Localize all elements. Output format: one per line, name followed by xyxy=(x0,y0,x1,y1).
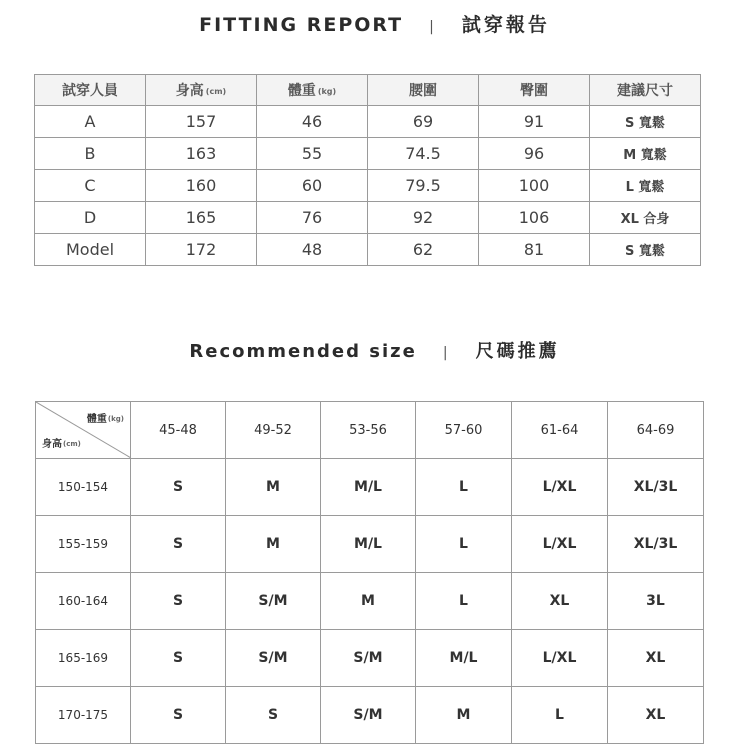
size-cell: S xyxy=(131,459,226,516)
weight-range-header: 61-64 xyxy=(512,402,608,459)
fitting-cell-waist: 79.5 xyxy=(368,170,479,202)
fitting-cell-size: L 寬鬆 xyxy=(590,170,701,202)
corner-height-label xyxy=(42,435,81,450)
size-cell: XL/3L xyxy=(608,459,704,516)
size-cell: S/M xyxy=(321,687,416,744)
recommended-title-en: Recommended size xyxy=(189,341,417,362)
height-range-cell: 160-164 xyxy=(36,573,131,630)
recommended-size-table xyxy=(35,401,704,744)
corner-weight-text: 體重 xyxy=(86,414,107,425)
fitting-row xyxy=(35,106,701,138)
recommended-header-row xyxy=(36,402,704,459)
height-range-cell: 165-169 xyxy=(36,630,131,687)
size-cell: S xyxy=(131,687,226,744)
fitting-cell-name: C xyxy=(35,170,146,202)
size-cell: XL xyxy=(608,687,704,744)
fitting-cell-size: M 寬鬆 xyxy=(590,138,701,170)
size-cell: L xyxy=(416,459,512,516)
corner-height-unit: (cm) xyxy=(63,440,81,448)
corner-height-text: 身高 xyxy=(42,439,62,450)
fitting-header-label: 腰圍 xyxy=(409,83,437,99)
fitting-cell-size: S 寬鬆 xyxy=(590,106,701,138)
title-separator: | xyxy=(442,345,450,361)
fitting-cell-hip: 100 xyxy=(479,170,590,202)
size-cell: L/XL xyxy=(512,630,608,687)
corner-weight-label xyxy=(87,410,124,425)
fitting-row xyxy=(35,170,701,202)
fitting-header-label: 建議尺寸 xyxy=(617,83,673,99)
recommended-row xyxy=(36,573,704,630)
fitting-cell-name: Model xyxy=(35,234,146,266)
recommended-size-title xyxy=(0,337,749,363)
size-cell: M/L xyxy=(321,516,416,573)
size-cell: S/M xyxy=(226,630,321,687)
fitting-header-row xyxy=(35,75,701,106)
fitting-header-label: 身高 xyxy=(175,83,204,99)
fitting-header-cell xyxy=(590,75,701,106)
fitting-cell-hip: 96 xyxy=(479,138,590,170)
weight-range-header: 53-56 xyxy=(321,402,416,459)
height-range-cell: 170-175 xyxy=(36,687,131,744)
weight-range-header: 49-52 xyxy=(226,402,321,459)
fitting-cell-weight: 46 xyxy=(257,106,368,138)
recommended-row xyxy=(36,687,704,744)
fitting-cell-weight: 60 xyxy=(257,170,368,202)
recommended-title-zh: 尺碼推薦 xyxy=(475,341,560,362)
fitting-cell-name: B xyxy=(35,138,146,170)
size-cell: L/XL xyxy=(512,459,608,516)
title-separator: | xyxy=(429,19,436,35)
size-cell: XL/3L xyxy=(608,516,704,573)
fitting-cell-weight: 55 xyxy=(257,138,368,170)
size-cell: M xyxy=(416,687,512,744)
fitting-cell-height: 172 xyxy=(146,234,257,266)
size-cell: L xyxy=(416,516,512,573)
size-cell: S xyxy=(131,630,226,687)
size-cell: M/L xyxy=(321,459,416,516)
fitting-cell-waist: 74.5 xyxy=(368,138,479,170)
size-cell: L xyxy=(416,573,512,630)
size-cell: M xyxy=(226,516,321,573)
fitting-header-cell xyxy=(146,75,257,106)
fitting-header-cell xyxy=(479,75,590,106)
fitting-cell-hip: 81 xyxy=(479,234,590,266)
fitting-row xyxy=(35,138,701,170)
size-cell: M/L xyxy=(416,630,512,687)
size-cell: M xyxy=(226,459,321,516)
fitting-cell-name: A xyxy=(35,106,146,138)
fitting-row xyxy=(35,234,701,266)
recommended-row xyxy=(36,459,704,516)
size-cell: S xyxy=(226,687,321,744)
fitting-header-cell xyxy=(257,75,368,106)
fitting-cell-waist: 62 xyxy=(368,234,479,266)
fitting-header-label: 體重 xyxy=(287,83,316,99)
fitting-header-cell xyxy=(35,75,146,106)
height-range-cell: 150-154 xyxy=(36,459,131,516)
size-cell: S xyxy=(131,516,226,573)
fitting-header-label: 臀圍 xyxy=(520,83,548,99)
fitting-cell-hip: 106 xyxy=(479,202,590,234)
fitting-report-title-en: FITTING REPORT xyxy=(199,14,404,36)
fitting-report-title xyxy=(0,10,749,37)
weight-range-header: 57-60 xyxy=(416,402,512,459)
corner-weight-unit: (kg) xyxy=(107,415,124,423)
fitting-row xyxy=(35,202,701,234)
fitting-cell-weight: 76 xyxy=(257,202,368,234)
size-cell: XL xyxy=(608,630,704,687)
fitting-cell-height: 165 xyxy=(146,202,257,234)
weight-range-header: 45-48 xyxy=(131,402,226,459)
size-cell: XL xyxy=(512,573,608,630)
fitting-cell-height: 163 xyxy=(146,138,257,170)
fitting-report-table xyxy=(34,74,701,266)
fitting-cell-name: D xyxy=(35,202,146,234)
fitting-header-unit: (cm) xyxy=(205,86,227,96)
fitting-cell-size: S 寬鬆 xyxy=(590,234,701,266)
fitting-cell-hip: 91 xyxy=(479,106,590,138)
recommended-row xyxy=(36,630,704,687)
size-cell: S xyxy=(131,573,226,630)
fitting-header-unit: (kg) xyxy=(317,86,337,96)
fitting-cell-waist: 92 xyxy=(368,202,479,234)
fitting-header-label: 試穿人員 xyxy=(62,83,118,99)
fitting-report-title-zh: 試穿報告 xyxy=(461,14,550,36)
fitting-cell-weight: 48 xyxy=(257,234,368,266)
fitting-header-cell xyxy=(368,75,479,106)
corner-header-cell xyxy=(36,402,131,459)
recommended-row xyxy=(36,516,704,573)
height-range-cell: 155-159 xyxy=(36,516,131,573)
weight-range-header: 64-69 xyxy=(608,402,704,459)
size-cell: 3L xyxy=(608,573,704,630)
size-cell: S/M xyxy=(226,573,321,630)
size-cell: S/M xyxy=(321,630,416,687)
fitting-cell-waist: 69 xyxy=(368,106,479,138)
size-cell: L/XL xyxy=(512,516,608,573)
fitting-cell-size: XL 合身 xyxy=(590,202,701,234)
size-cell: M xyxy=(321,573,416,630)
fitting-cell-height: 157 xyxy=(146,106,257,138)
size-cell: L xyxy=(512,687,608,744)
fitting-cell-height: 160 xyxy=(146,170,257,202)
